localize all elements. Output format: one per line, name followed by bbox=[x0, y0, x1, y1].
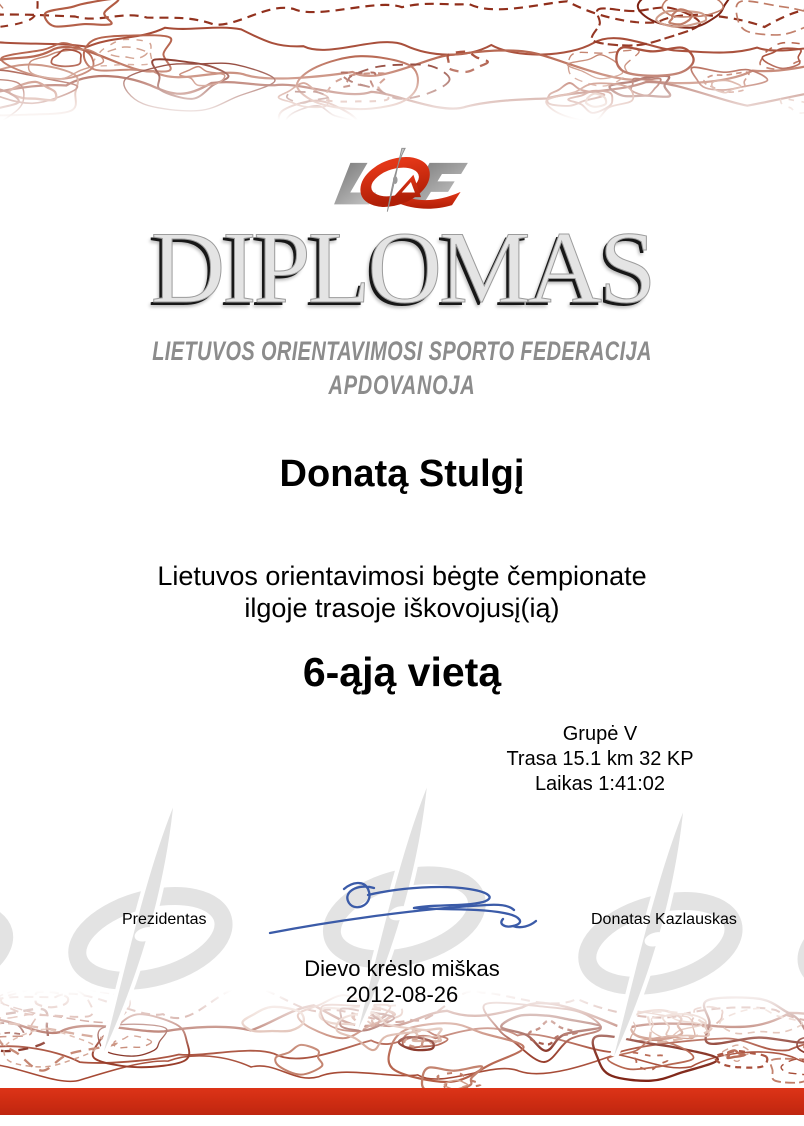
recipient-name: Donatą Stulgį bbox=[279, 453, 525, 495]
result-group: Grupė V bbox=[562, 723, 638, 745]
result-course: Trasa 15.1 km 32 KP bbox=[506, 748, 694, 770]
award-action-label: APDOVANOJA bbox=[328, 370, 476, 400]
diploma-title: DIPLOMAS bbox=[150, 211, 654, 325]
signature-icon bbox=[262, 866, 547, 951]
president-label: Prezidentas bbox=[122, 911, 207, 928]
event-location: Dievo krėslo miškas bbox=[304, 956, 500, 981]
place-awarded: 6-ąją vietą bbox=[302, 649, 502, 695]
achievement-line2: ilgoje trasoje iškovojusį(ią) bbox=[244, 593, 560, 623]
result-details bbox=[400, 722, 800, 797]
federation-name: LIETUVOS ORIENTAVIMOSI SPORTO FEDERACIJA bbox=[152, 336, 652, 366]
event-date: 2012-08-26 bbox=[345, 982, 459, 1007]
losf-logo-icon bbox=[320, 147, 485, 213]
achievement-line1: Lietuvos orientavimosi bėgte čempionate bbox=[157, 561, 647, 591]
president-name: Donatas Kazlauskas bbox=[591, 911, 737, 928]
result-time: Laikas 1:41:02 bbox=[534, 773, 666, 795]
